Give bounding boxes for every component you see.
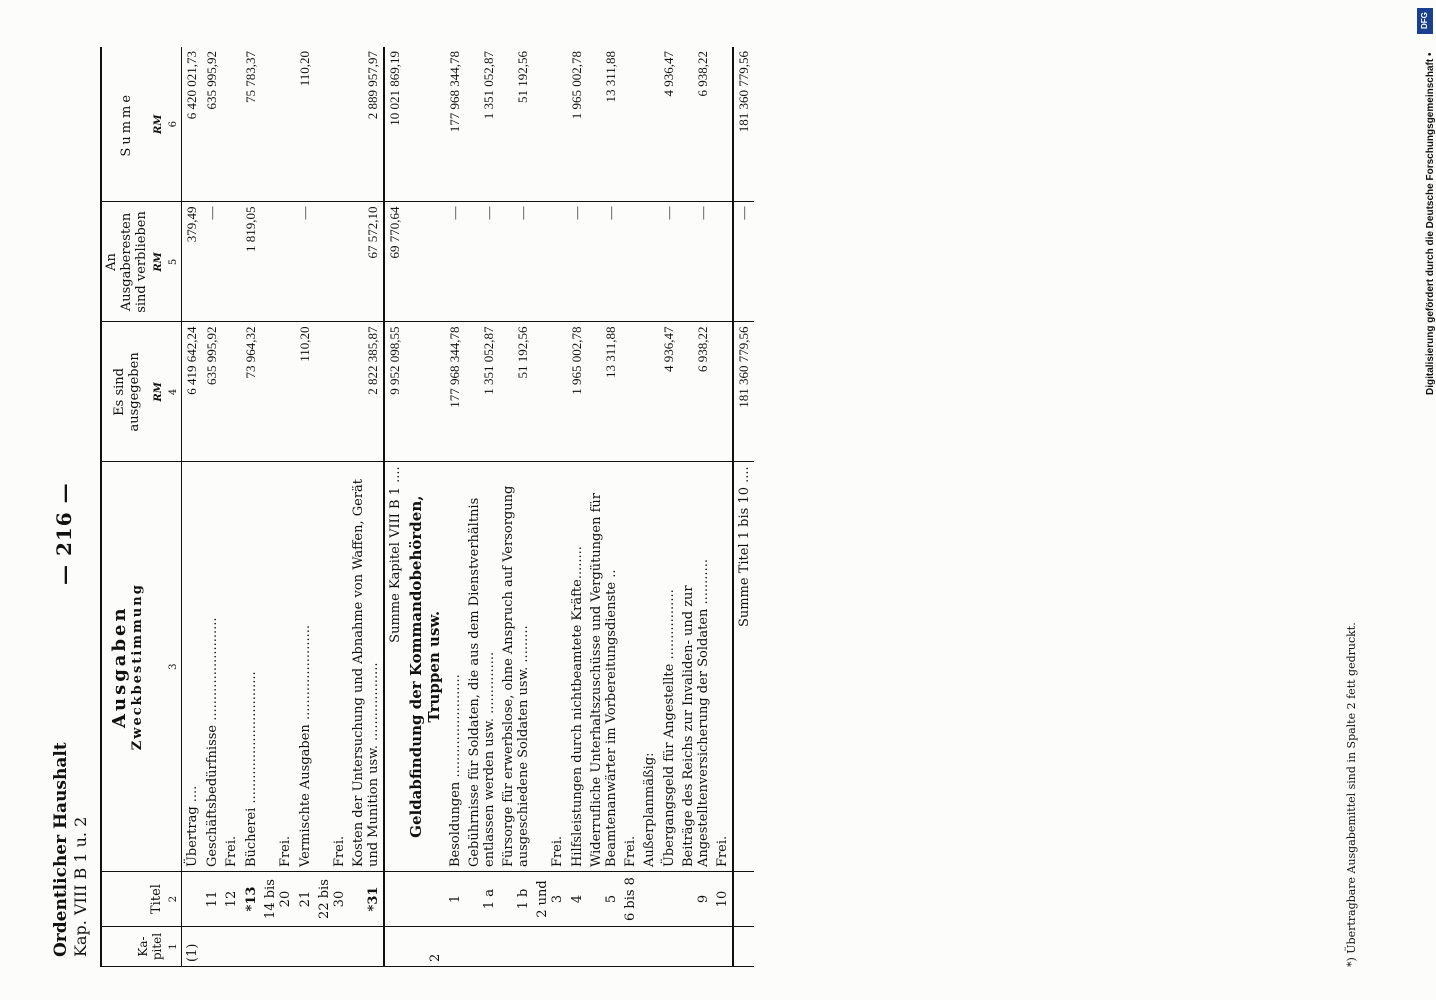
cell-zweckbestimmung: Geschäftsbedürfnisse ......................... [202,462,222,872]
cell-ausgegeben: 6 938,22 [679,322,713,462]
footnote: *) Übertragbare Ausgabemittel sind in Spalte 2 fett gedruckt. [1345,622,1358,967]
cell-ausgabereste: — [295,202,315,322]
cell-titel [733,872,754,927]
cell-zweckbestimmung: Kosten der Untersuchung und Abnahme von Waffen, Gerät und Munition usw. ................... [349,462,384,872]
table-row [405,47,445,967]
cell-summe [261,47,295,202]
table-row [733,47,754,967]
cell-summe [405,47,445,202]
cell-summe: 4 936,47 [659,47,679,202]
table-row [182,47,203,967]
cell-kapitel [733,927,754,967]
cell-ausgegeben [713,322,733,462]
cell-kapitel: (1) [182,927,203,967]
cell-titel: 1 [445,872,465,927]
table-row [533,47,567,967]
table-row [295,47,315,967]
cell-kapitel [659,927,679,967]
table-row [445,47,465,967]
cell-titel [182,872,203,927]
unit-summe: RM [151,47,166,202]
cell-zweckbestimmung: Frei. [222,462,241,872]
col-number: 1 [166,927,182,967]
chapter-reference: Kap. VIII B 1 u. 2 [71,816,90,957]
ausgaben-title: Ausgaben [108,605,130,728]
cell-titel [659,872,679,927]
table-row [499,47,533,967]
table-row [713,47,733,967]
cell-zweckbestimmung: Frei. [621,462,640,872]
cell-ausgabereste: — [202,202,222,322]
cell-kapitel [465,927,499,967]
cell-zweckbestimmung: Übergangsgeld für Angestellte ................. [659,462,679,872]
cell-ausgabereste [640,202,659,322]
cell-kapitel [499,927,533,967]
table-row [679,47,713,967]
ausgaben-subtitle: Zweckbestimmung [129,583,145,751]
cell-ausgegeben: 4 936,47 [659,322,679,462]
cell-ausgegeben: 9 952 098,55 [384,322,405,462]
dfg-logo: DFG [1417,8,1433,34]
table-body [182,47,755,967]
cell-titel [405,872,445,927]
budget-table [100,47,754,967]
cell-titel: 5 [587,872,621,927]
cell-kapitel [349,927,384,967]
table-row [567,47,587,967]
cell-kapitel [445,927,465,967]
cell-titel: 22 bis 30 [315,872,349,927]
cell-titel: *31 [349,872,384,927]
cell-zweckbestimmung: Geldabfindung der Kommandobehörden, Truppen usw. [405,462,445,872]
cell-kapitel: 2 [405,927,445,967]
table-row [587,47,621,967]
cell-titel: 10 [713,872,733,927]
cell-ausgegeben [533,322,567,462]
cell-kapitel [533,927,567,967]
cell-zweckbestimmung: Hilfsleistungen durch nichtbeamtete Kräfte........ [567,462,587,872]
table-row [349,47,384,967]
cell-kapitel [222,927,241,967]
col-number: 5 [166,202,182,322]
cell-summe: 1 351 052,87 [465,47,499,202]
cell-kapitel [679,927,713,967]
cell-ausgabereste [222,202,241,322]
col-head-ausgaben [101,462,151,872]
cell-ausgabereste: 379,49 [182,202,203,322]
cell-summe [533,47,567,202]
cell-ausgegeben [261,322,295,462]
col-number: 3 [166,462,182,872]
cell-ausgegeben [405,322,445,462]
table-row [659,47,679,967]
document-title: Ordentlicher Haushalt [51,742,71,957]
cell-zweckbestimmung: Vermischte Ausgaben ....................... [295,462,315,872]
cell-summe: 75 783,37 [241,47,261,202]
unit-ausgegeben: RM [151,322,166,462]
cell-kapitel [713,927,733,967]
cell-kapitel [241,927,261,967]
table-row [384,47,405,967]
cell-ausgegeben: 13 311,88 [587,322,621,462]
cell-ausgabereste: 69 770,64 [384,202,405,322]
rotated-page [40,25,1380,975]
col-number: 2 [166,872,182,927]
cell-ausgegeben: 1 965 002,78 [567,322,587,462]
cell-titel: 14 bis 20 [261,872,295,927]
col-head-ausgabereste: An Ausgaberesten sind verblieben [101,202,151,322]
cell-ausgegeben: 181 360 779,56 [733,322,754,462]
cell-summe [640,47,659,202]
cell-titel: 6 bis 8 [621,872,640,927]
cell-ausgabereste: — [567,202,587,322]
table-row [315,47,349,967]
cell-zweckbestimmung: Summe Titel 1 bis 10 .... [733,462,754,872]
cell-ausgegeben [621,322,640,462]
document-header [52,742,90,957]
cell-ausgegeben [640,322,659,462]
cell-summe: 51 192,56 [499,47,533,202]
cell-ausgabereste: — [679,202,713,322]
cell-summe: 2 889 957,97 [349,47,384,202]
cell-ausgabereste [621,202,640,322]
cell-titel: 9 [679,872,713,927]
cell-summe [222,47,241,202]
cell-kapitel [587,927,621,967]
cell-zweckbestimmung: Summe Kapitel VIII B 1 .... [384,462,405,872]
cell-ausgabereste: — [445,202,465,322]
cell-titel: 1 a [465,872,499,927]
cell-titel: *13 [241,872,261,927]
cell-titel: 4 [567,872,587,927]
cell-ausgegeben: 110,20 [295,322,315,462]
cell-titel [384,872,405,927]
cell-ausgabereste: — [499,202,533,322]
table-row [241,47,261,967]
cell-ausgegeben [315,322,349,462]
cell-ausgegeben: 6 419 642,24 [182,322,203,462]
cell-summe: 177 968 344,78 [445,47,465,202]
cell-ausgabereste: — [465,202,499,322]
table-row [222,47,241,967]
col-head-summe: Summe [101,47,151,202]
page-number: — 216 — [52,482,76,585]
cell-zweckbestimmung: Bücherei ................................ [241,462,261,872]
cell-kapitel [567,927,587,967]
funding-stamp: Digitalisierung gefördert durch die Deutsche Forschungsgemeinschaft • [1425,52,1436,395]
cell-zweckbestimmung: Fürsorge für erwerbslose, ohne Anspruch auf Versorgung ausgeschiedene Soldaten usw. ......... [499,462,533,872]
cell-summe: 6 938,22 [679,47,713,202]
table-row [640,47,659,967]
cell-titel: 1 b [499,872,533,927]
cell-summe: 6 420 021,73 [182,47,203,202]
cell-kapitel [384,927,405,967]
cell-zweckbestimmung: Übertrag .... [182,462,203,872]
table-row [261,47,295,967]
cell-summe: 13 311,88 [587,47,621,202]
cell-zweckbestimmung: Frei. [533,462,567,872]
cell-zweckbestimmung: Widerrufliche Unterhaltszuschüsse und Vergütungen für Beamtenanwärter im Vorbereitungsdienste .. [587,462,621,872]
cell-summe: 110,20 [295,47,315,202]
cell-kapitel [640,927,659,967]
col-head-kapitel: Ka- pitel [101,927,166,967]
unit-ausgabereste: RM [151,202,166,322]
cell-ausgabereste [713,202,733,322]
cell-titel [640,872,659,927]
cell-kapitel [261,927,295,967]
table-row [202,47,222,967]
cell-titel: 21 [295,872,315,927]
cell-summe: 1 965 002,78 [567,47,587,202]
col-head-titel: Titel [101,872,166,927]
cell-zweckbestimmung: Frei. [261,462,295,872]
cell-zweckbestimmung: Frei. [315,462,349,872]
cell-kapitel [202,927,222,967]
cell-ausgabereste [315,202,349,322]
cell-kapitel [315,927,349,967]
cell-ausgabereste: — [733,202,754,322]
cell-ausgegeben: 177 968 344,78 [445,322,465,462]
cell-titel: 2 und 3 [533,872,567,927]
table-row [621,47,640,967]
cell-summe [713,47,733,202]
cell-titel: 12 [222,872,241,927]
cell-zweckbestimmung: Besoldungen ......................... [445,462,465,872]
cell-ausgabereste: — [587,202,621,322]
cell-ausgegeben: 635 995,92 [202,322,222,462]
cell-ausgegeben: 73 964,32 [241,322,261,462]
cell-ausgabereste [405,202,445,322]
cell-zweckbestimmung: Gebührnisse für Soldaten, die aus dem Dienstverhältnis entlassen werden usw. ............... [465,462,499,872]
cell-ausgegeben [222,322,241,462]
cell-kapitel [295,927,315,967]
col-number: 6 [166,47,182,202]
cell-zweckbestimmung: Beiträge des Reichs zur Invaliden- und zur Angestelltenversicherung der Soldaten ........... [679,462,713,872]
cell-ausgegeben: 2 822 385,87 [349,322,384,462]
cell-titel: 11 [202,872,222,927]
cell-summe [315,47,349,202]
cell-zweckbestimmung: Außerplanmäßig: [640,462,659,872]
cell-ausgegeben: 1 351 052,87 [465,322,499,462]
cell-ausgegeben: 51 192,56 [499,322,533,462]
cell-summe [621,47,640,202]
cell-ausgabereste: — [659,202,679,322]
col-number: 4 [166,322,182,462]
cell-summe: 181 360 779,56 [733,47,754,202]
cell-ausgabereste: 67 572,10 [349,202,384,322]
table-row [465,47,499,967]
col-head-ausgegeben: Es sind ausgegeben [101,322,151,462]
cell-zweckbestimmung: Frei. [713,462,733,872]
cell-kapitel [621,927,640,967]
cell-ausgabereste [261,202,295,322]
cell-ausgabereste [533,202,567,322]
cell-summe: 10 021 869,19 [384,47,405,202]
cell-ausgabereste: 1 819,05 [241,202,261,322]
cell-summe: 635 995,92 [202,47,222,202]
